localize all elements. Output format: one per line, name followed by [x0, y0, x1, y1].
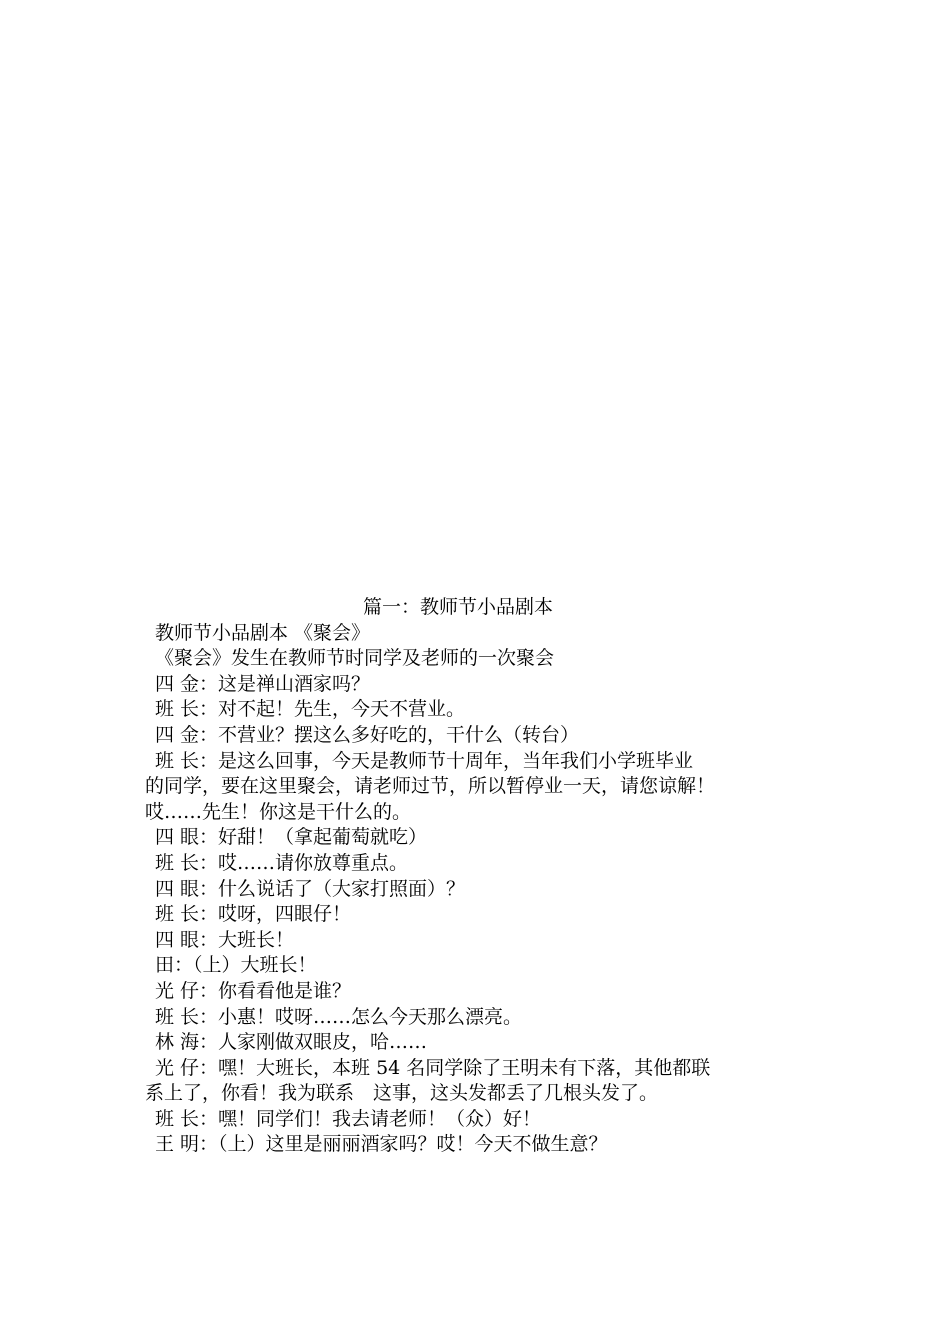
- script-line: 四 金：不营业？摆这么多好吃的，干什么（转台）: [155, 723, 580, 746]
- script-line: 光 仔：你看看他是谁？: [155, 979, 352, 1002]
- script-line: 班 长：哎呀，四眼仔！: [155, 903, 352, 926]
- document-intro: 《聚会》发生在教师节时同学及老师的一次聚会: [155, 647, 555, 670]
- script-line: 班 长：哎……请你放尊重点。: [155, 851, 409, 874]
- script-line: 林 海：人家刚做双眼皮，哈……: [155, 1031, 428, 1054]
- document-title: 篇一：教师节小品剧本: [363, 596, 554, 618]
- document-subtitle: 教师节小品剧本 《聚会》: [155, 621, 371, 644]
- script-line: 班 长：嘿！同学们！我去请老师！（众）好！: [155, 1107, 542, 1130]
- script-line: 四 眼：好甜！（拿起葡萄就吃）: [155, 826, 428, 849]
- script-line: 系上了，你看！我为联系 这事，这头发都丢了几根头发了。: [145, 1082, 659, 1105]
- script-line: 的同学，要在这里聚会，请老师过节，所以暂停业一天，请您谅解！: [145, 775, 716, 798]
- script-line: 四 金：这是禅山酒家吗？: [155, 672, 371, 695]
- script-line: 光 仔：嘿！大班长，本班 54 名同学除了王明未有下落，其他都联: [155, 1056, 711, 1079]
- script-line: 王 明：（上）这里是丽丽酒家吗？哎！今天不做生意？: [155, 1133, 608, 1156]
- script-line: 四 眼：什么说话了（大家打照面）？: [155, 877, 466, 900]
- script-line: 田：（上）大班长！: [155, 954, 317, 977]
- document-body: [145, 595, 835, 1158]
- script-line: 哎……先生！你这是干什么的。: [145, 800, 412, 823]
- script-line: 班 长：小惠！哎呀……怎么今天那么漂亮。: [155, 1005, 523, 1028]
- script-line: 班 长：对不起！先生，今天不营业。: [155, 698, 466, 721]
- script-line: 四 眼：大班长！: [155, 928, 295, 951]
- script-line: 班 长：是这么回事，今天是教师节十周年，当年我们小学班毕业: [155, 749, 694, 772]
